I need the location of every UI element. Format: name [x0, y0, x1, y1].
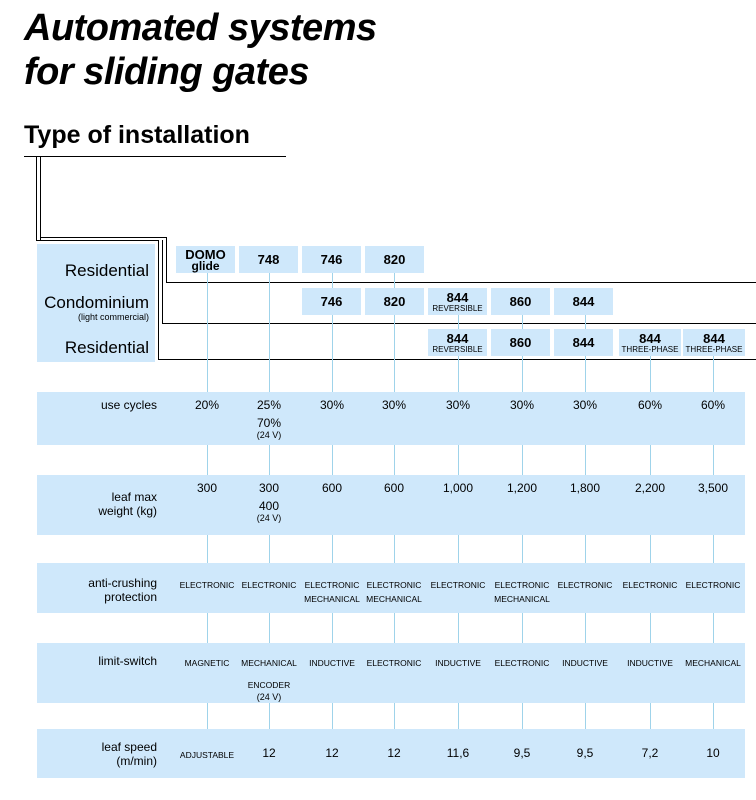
- leaf-weight-value: 300: [196, 481, 218, 495]
- model-820: 820: [365, 288, 424, 315]
- limit-switch-value: INDUCTIVE: [562, 658, 608, 668]
- installation-labels: [37, 244, 155, 362]
- limit-switch-value: MAGNETIC: [184, 658, 230, 668]
- leaf-speed-value: 9,5: [513, 746, 531, 760]
- limit-switch-extra-note: (24 V): [256, 692, 282, 702]
- use-cycles-value: 30%: [509, 398, 535, 412]
- leaf-speed-value: 7,2: [641, 746, 659, 760]
- use-cycles-extra-note: (24 V): [256, 430, 282, 440]
- leaf-speed-value: 12: [387, 746, 401, 760]
- model-748: 748: [239, 246, 298, 273]
- installation-sublabel-condominium: (light commercial): [77, 312, 149, 322]
- installation-label-residential-2: Residential: [64, 338, 149, 357]
- model-844: 844: [554, 288, 613, 315]
- anti-crushing-value: ELECTRONIC MECHANICAL: [287, 578, 377, 606]
- spec-row-limit-switch: [37, 643, 745, 703]
- row-label-limit-switch: limit-switch: [98, 654, 157, 668]
- model-860: 860: [491, 288, 550, 315]
- section-title: Type of installation: [24, 121, 250, 149]
- limit-switch-extra-value: ENCODER: [247, 680, 291, 690]
- anti-crushing-value: ELECTRONIC MECHANICAL: [477, 578, 567, 606]
- limit-switch-value: MECHANICAL ENCODER (24 V): [224, 656, 314, 702]
- limit-switch-value: ELECTRONIC: [366, 658, 422, 668]
- installation-label-residential: Residential: [64, 261, 149, 280]
- leaf-weight-value: 300 400 (24 V): [224, 481, 314, 523]
- use-cycles-extra-value: 70%: [256, 416, 282, 430]
- model-844-reversible: 844 REVERSIBLE: [428, 288, 487, 315]
- anti-crushing-secondary-value: MECHANICAL: [494, 594, 550, 604]
- model-820: 820: [365, 246, 424, 273]
- limit-switch-value: INDUCTIVE: [627, 658, 673, 668]
- use-cycles-value: 30%: [572, 398, 598, 412]
- leaf-speed-value: 10: [706, 746, 720, 760]
- anti-crushing-value: ELECTRONIC MECHANICAL: [349, 578, 439, 606]
- model-domo-glide: DOMO glide: [176, 246, 235, 273]
- anti-crushing-value: ELECTRONIC: [685, 580, 741, 590]
- leaf-weight-extra-value: 400: [258, 499, 280, 513]
- use-cycles-value: 30%: [445, 398, 471, 412]
- leaf-speed-value: 9,5: [576, 746, 594, 760]
- model-860: 860: [491, 329, 550, 356]
- installation-label-condominium: Condominium: [44, 293, 149, 312]
- use-cycles-value: 20%: [194, 398, 220, 412]
- leaf-speed-value: 12: [262, 746, 276, 760]
- row-label-anti-crushing: anti-crushing protection: [88, 576, 157, 604]
- leaf-speed-value: ADJUSTABLE: [179, 750, 235, 760]
- row-label-use-cycles: use cycles: [100, 398, 157, 412]
- anti-crushing-secondary-value: MECHANICAL: [304, 594, 360, 604]
- anti-crushing-secondary-value: MECHANICAL: [366, 594, 422, 604]
- use-cycles-value: 30%: [319, 398, 345, 412]
- row-label-leaf-speed: leaf speed (m/min): [101, 740, 157, 768]
- leaf-weight-extra-note: (24 V): [256, 513, 282, 523]
- model-844-reversible: 844 REVERSIBLE: [428, 329, 487, 356]
- leaf-weight-value: 600: [321, 481, 343, 495]
- leaf-weight-value: 1,000: [442, 481, 474, 495]
- leaf-speed-value: 12: [325, 746, 339, 760]
- title-line-2: for sliding gates: [24, 51, 309, 93]
- anti-crushing-value: ELECTRONIC: [179, 580, 235, 590]
- leaf-weight-value: 1,200: [506, 481, 538, 495]
- use-cycles-value: 60%: [637, 398, 663, 412]
- use-cycles-value: 60%: [700, 398, 726, 412]
- row-label-leaf-weight: leaf max weight (kg): [98, 490, 157, 518]
- limit-switch-value: INDUCTIVE: [435, 658, 481, 668]
- use-cycles-value: 25% 70% (24 V): [224, 398, 314, 440]
- model-746: 746: [302, 288, 361, 315]
- page-title: [24, 6, 377, 94]
- model-844-three-phase: 844 THREE-PHASE: [683, 329, 745, 356]
- leaf-weight-value: 1,800: [569, 481, 601, 495]
- limit-switch-value: MECHANICAL: [685, 658, 741, 668]
- model-844-three-phase: 844 THREE-PHASE: [619, 329, 681, 356]
- leaf-weight-value: 2,200: [634, 481, 666, 495]
- anti-crushing-value: ELECTRONIC: [557, 580, 613, 590]
- anti-crushing-value: ELECTRONIC: [622, 580, 678, 590]
- model-844: 844: [554, 329, 613, 356]
- anti-crushing-value: ELECTRONIC: [430, 580, 486, 590]
- limit-switch-value: INDUCTIVE: [309, 658, 355, 668]
- leaf-speed-value: 11,6: [446, 746, 470, 760]
- leaf-weight-value: 600: [383, 481, 405, 495]
- use-cycles-value: 30%: [381, 398, 407, 412]
- model-746: 746: [302, 246, 361, 273]
- limit-switch-value: ELECTRONIC: [494, 658, 550, 668]
- leaf-weight-value: 3,500: [697, 481, 729, 495]
- title-line-1: Automated systems: [24, 7, 377, 49]
- anti-crushing-value: ELECTRONIC: [241, 580, 297, 590]
